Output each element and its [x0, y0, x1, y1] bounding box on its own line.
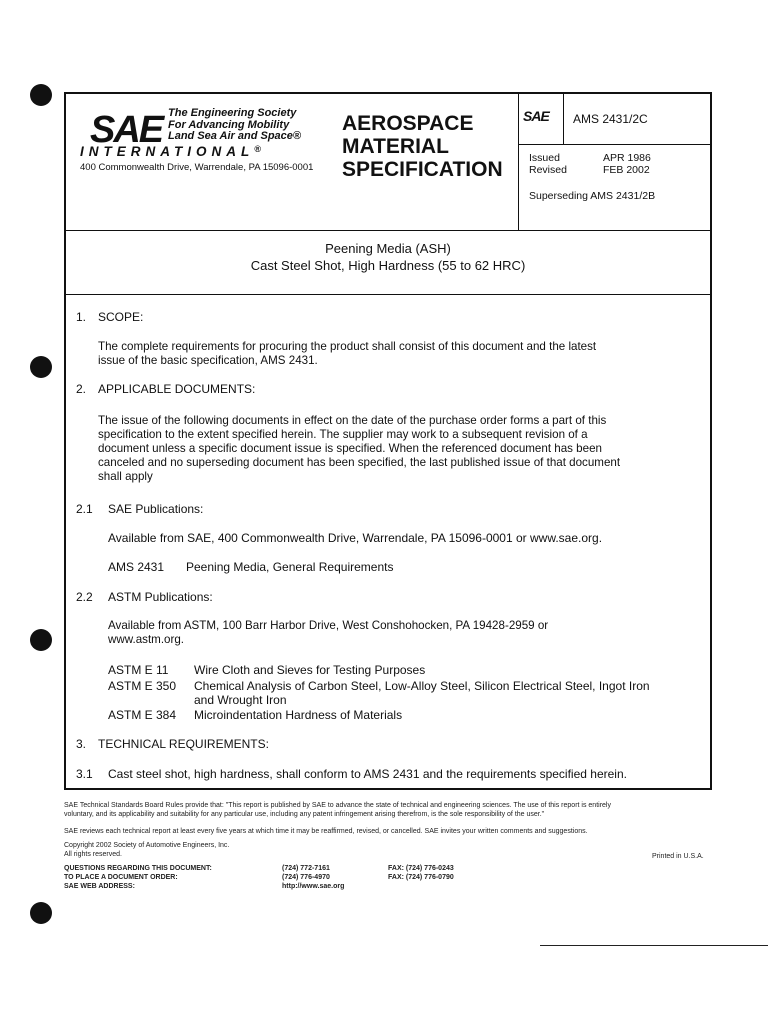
doc-number: AMS 2431/2C: [573, 112, 648, 126]
document-title: AEROSPACE MATERIAL SPECIFICATION: [342, 112, 503, 181]
sae-logo: SAE: [90, 109, 163, 151]
reference-title: Peening Media, General Requirements: [186, 560, 394, 574]
section-heading-scope: SCOPE:: [98, 310, 144, 324]
section-number: 1.: [76, 310, 87, 324]
divider: [540, 945, 768, 946]
section-heading-technical-requirements: TECHNICAL REQUIREMENTS:: [98, 737, 269, 751]
section-number: 3.: [76, 737, 87, 751]
contact-label: SAE WEB ADDRESS:: [64, 883, 135, 890]
reference-title: Microindentation Hardness of Materials: [194, 708, 403, 722]
document-header: [66, 94, 710, 231]
section-heading-sae-publications: SAE Publications:: [108, 502, 204, 516]
small-sae-logo: SAE: [523, 108, 549, 124]
international-wordmark: INTERNATIONAL®: [80, 144, 261, 159]
document-info-panel: [518, 94, 711, 230]
document-frame: [64, 92, 712, 790]
section-number: 2.2: [76, 590, 93, 604]
section-number: 3.1: [76, 767, 93, 781]
web-address-link[interactable]: http://www.sae.org: [282, 883, 345, 890]
contact-phone: (724) 776-4970: [282, 874, 330, 881]
board-rules-note: SAE Technical Standards Board Rules provide that: "This report is published by SAE to advance the state of technical and engineering sciences. The use of this report is entirely voluntary, and its applicability and suitability for any particular use, including any patent infringement arising therefrom, is the sole responsibility of the user.": [64, 802, 611, 818]
doc-number-row: [519, 94, 711, 145]
divider: [563, 94, 564, 144]
divider: [66, 294, 710, 295]
sae-tagline: The Engineering Society For Advancing Mobility Land Sea Air and Space®: [168, 107, 302, 142]
scope-paragraph: The complete requirements for procuring the product shall consist of this document and the latest issue of the basic specification, AMS 2431.: [98, 340, 597, 367]
requirement-text: Cast steel shot, high hardness, shall conform to AMS 2431 and the requirements specified herein.: [108, 767, 627, 781]
section-number: 2.: [76, 382, 87, 396]
contact-fax: FAX: (724) 776-0790: [388, 874, 454, 881]
revised-date: FEB 2002: [603, 164, 650, 176]
document-subject: Peening Media (ASH) Cast Steel Shot, High Hardness (55 to 62 HRC): [250, 241, 526, 273]
punch-hole-4: [30, 902, 52, 924]
superseding-note: Superseding AMS 2431/2B: [529, 190, 656, 202]
contact-phone: (724) 772-7161: [282, 865, 330, 872]
reference-code: ASTM E 384: [108, 708, 177, 722]
reference-title: and Wrought Iron: [194, 693, 287, 707]
review-note: SAE reviews each technical report at least every five years at which time it may be reaffirmed, revised, or cancelled. SAE invites your written comments and suggestions.: [64, 828, 588, 835]
copyright: Copyright 2002 Society of Automotive Engineers, Inc.: [64, 842, 230, 849]
rights-reserved: All rights reserved.: [64, 851, 122, 858]
sae-availability: Available from SAE, 400 Commonwealth Drive, Warrendale, PA 15096-0001 or www.sae.org.: [108, 531, 603, 545]
issued-label: Issued: [529, 152, 560, 164]
contact-label: TO PLACE A DOCUMENT ORDER:: [64, 874, 178, 881]
punch-hole-1: [30, 84, 52, 106]
revised-label: Revised: [529, 164, 567, 176]
section-heading-applicable-documents: APPLICABLE DOCUMENTS:: [98, 382, 256, 396]
reference-code: ASTM E 11: [108, 663, 169, 677]
astm-availability: Available from ASTM, 100 Barr Harbor Drive, West Conshohocken, PA 19428-2959 or www.astm.org.: [108, 619, 549, 646]
printed-in: Printed in U.S.A.: [652, 853, 704, 860]
contact-label: QUESTIONS REGARDING THIS DOCUMENT:: [64, 865, 212, 872]
issued-date: APR 1986: [603, 152, 651, 164]
reference-title: Wire Cloth and Sieves for Testing Purposes: [194, 663, 426, 677]
section-number: 2.1: [76, 502, 93, 516]
sae-address: 400 Commonwealth Drive, Warrendale, PA 15096-0001: [80, 162, 314, 173]
applicable-documents-paragraph: The issue of the following documents in effect on the date of the purchase order forms a part of this specification to the extent specified herein. The supplier may work to a subsequent revision of a document unless a specific document issue is specified. When the referenced document has been canceled and no superseding document has been specified, the last published issue of that document shall apply: [98, 414, 621, 483]
contact-fax: FAX: (724) 776-0243: [388, 865, 454, 872]
reference-code: ASTM E 350: [108, 679, 177, 693]
reference-code: AMS 2431: [108, 560, 165, 574]
sae-logo-block: [80, 104, 340, 224]
reference-title: Chemical Analysis of Carbon Steel, Low-Alloy Steel, Silicon Electrical Steel, Ingot Iron: [194, 679, 650, 693]
punch-hole-3: [30, 629, 52, 651]
punch-hole-2: [30, 356, 52, 378]
section-heading-astm-publications: ASTM Publications:: [108, 590, 213, 604]
